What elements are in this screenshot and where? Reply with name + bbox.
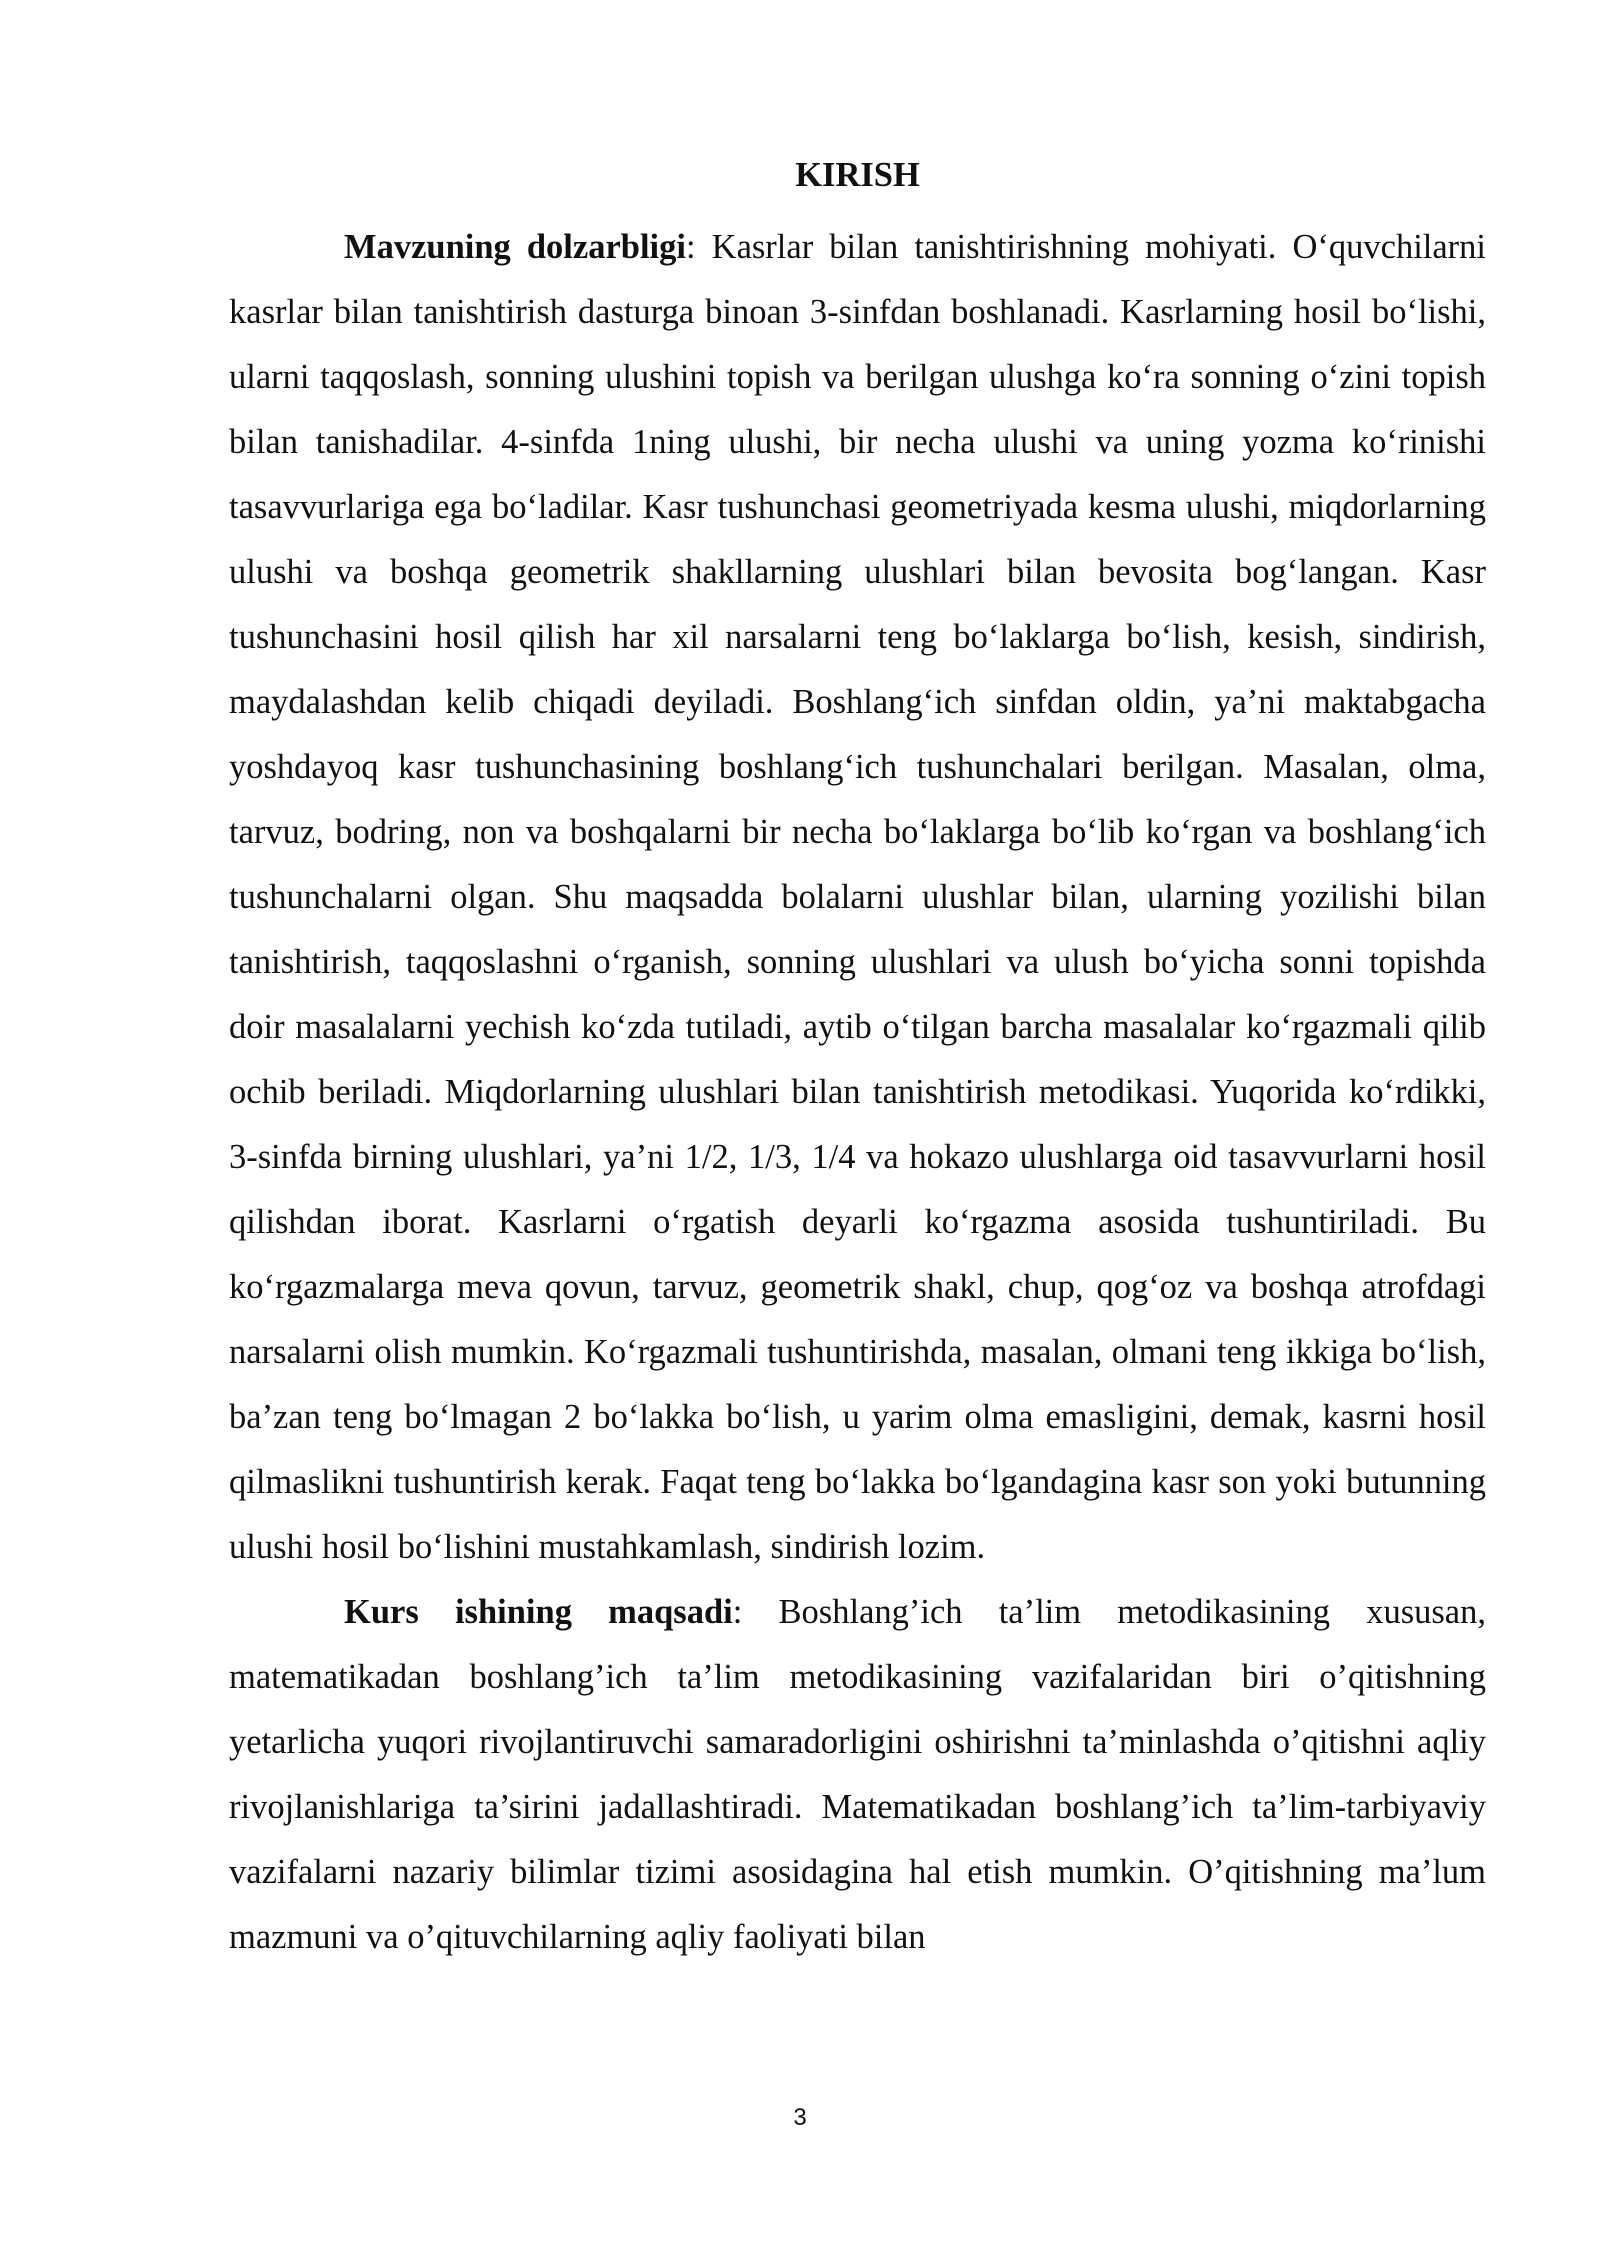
paragraph-goal — [229, 1580, 1486, 1970]
paragraph-separator: : — [685, 228, 696, 266]
paragraph-lead-goal: Kurs ishining maqsadi — [344, 1593, 733, 1631]
page-title: KIRISH — [795, 156, 920, 194]
paragraph-text-relevance: Kasrlar bilan tanishtirishning mohiyati. O‘quvchilarni kasrlar bilan tanishtirish dasturga binoan 3-sinfdan boshlanadi. Kasrlarning hosil bo‘lishi, ularni taqqoslash, sonning ulushini topish va berilgan ulushga ko‘ra sonning o‘zini topish bilan tanishadilar. 4-sinfda 1ning ulushi, bir necha ulushi va uning yozma ko‘rinishi tasavvurlariga ega bo‘ladilar. Kasr tushunchasi geometriyada kesma ulushi, miqdorlarning ulushi va boshqa geometrik shakllarning ulushlari bilan bevosita bog‘langan. Kasr tushunchasini hosil qilish har xil narsalarni teng bo‘laklarga bo‘lish, kesish, sindirish, maydalashdan kelib chiqadi deyiladi. Boshlang‘ich sinfdan oldin, ya’ni maktabgacha yoshdayoq kasr tushunchasining boshlang‘ich tushunchalari berilgan. Masalan, olma, tarvuz, bodring, non va boshqalarni bir necha bo‘laklarga bo‘lib ko‘rgan va boshlang‘ich tushunchalarni olgan. Shu maqsadda bolalarni ulushlar bilan, ularning yozilishi bilan tanishtirish, taqqoslashni o‘rganish, sonning ulushlari va ulush bo‘yicha sonni topishda doir masalalarni yechish ko‘zda tutiladi, aytib o‘tilgan barcha masalalar ko‘rgazmali qilib ochib beriladi. Miqdorlarning ulushlari bilan tanishtirish metodikasi. Yuqorida ko‘rdikki, 3-sinfda birning ulushlari, ya’ni 1/2, 1/3, 1/4 va hokazo ulushlarga oid tasavvurlarni hosil qilishdan iborat. Kasrlarni o‘rgatish deyarli ko‘rgazma asosida tushuntiriladi. Bu ko‘rgazmalarga meva qovun, tarvuz, geometrik shakl, chup, qog‘oz va boshqa atrofdagi narsalarni olish mumkin. Ko‘rgazmali tushuntirishda, masalan, olmani teng ikkiga bo‘lish, ba’zan teng bo‘lmagan 2 bo‘lakka bo‘lish, u yarim olma emasligini, demak, kasrni hosil qilmaslikni tushuntirish kerak. Faqat teng bo‘lakka bo‘lgandagina kasr son yoki butunning ulushi hosil bo‘lishini mustahkamlash, sindirish lozim. — [229, 228, 1486, 1566]
page-number: 3 — [793, 2104, 807, 2131]
document-body — [229, 150, 1486, 1970]
paragraph-text-goal: Boshlang’ich ta’lim metodikasining xususan, matematikadan boshlang’ich ta’lim metodikasining vazifalaridan biri o’qitishning yetarlicha yuqori rivojlantiruvchi samaradorligini oshirishni ta’minlashda o’qitishni aqliy rivojlanishlariga ta’sirini jadallashtiradi. Matematikadan boshlang’ich ta’lim-tarbiyaviy vazifalarni nazariy bilimlar tizimi asosidagina hal etish mumkin. O’qitishning ma’lum mazmuni va o’qituvchilarning aqliy faoliyati bilan — [229, 1593, 1486, 1956]
paragraph-relevance — [229, 215, 1486, 1580]
paragraph-lead-relevance: Mavzuning dolzarbligi — [344, 228, 686, 266]
paragraph-separator: : — [732, 1593, 743, 1631]
